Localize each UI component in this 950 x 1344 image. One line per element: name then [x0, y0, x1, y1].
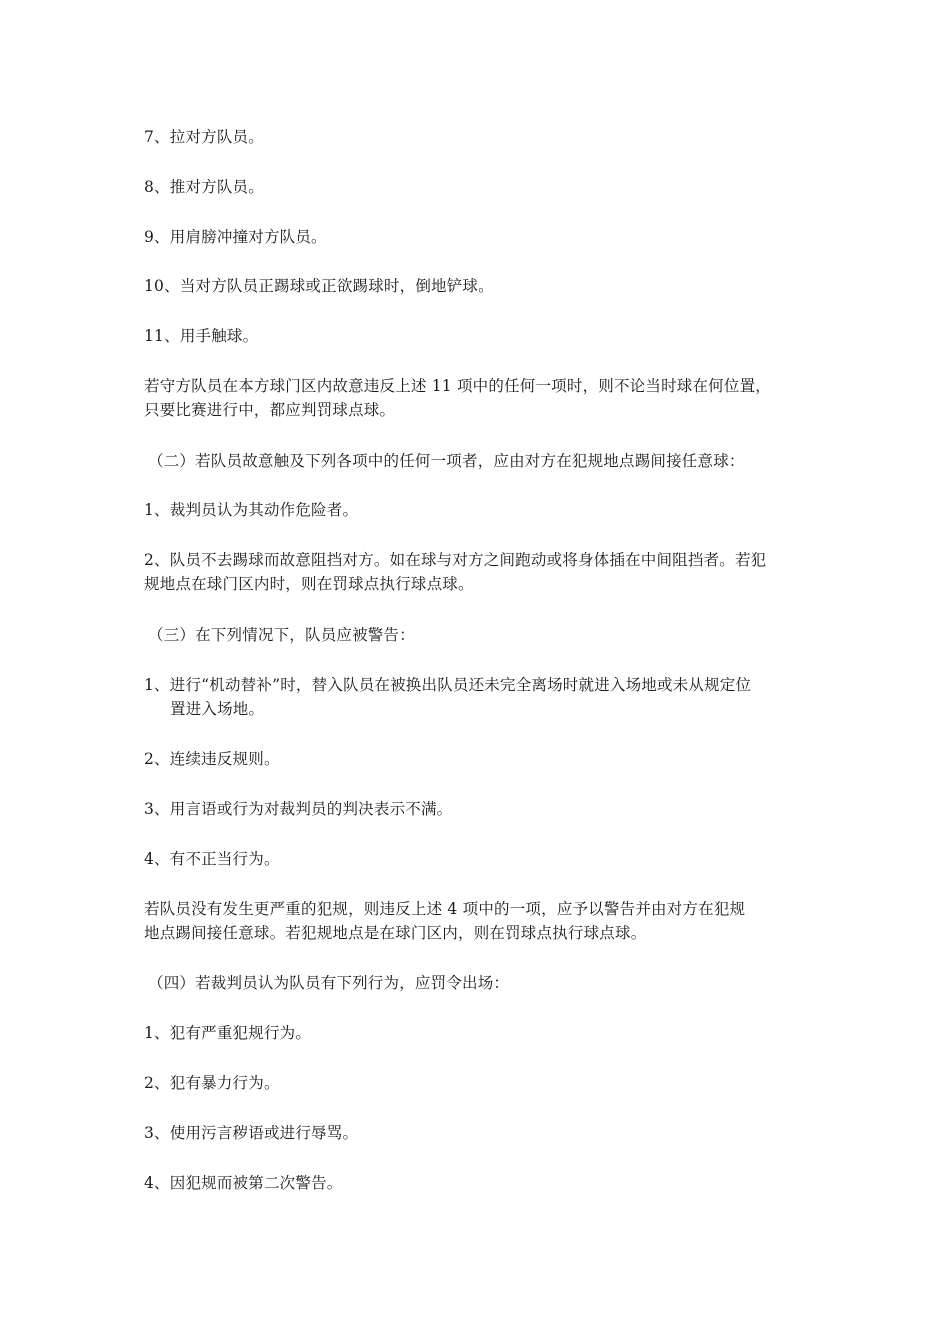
section-heading-3 — [148, 623, 818, 647]
text-line: （四）若裁判员认为队员有下列行为，应罚令出场： — [148, 974, 510, 992]
text-line: 置进入场地。 — [170, 700, 265, 718]
list-item-9 — [144, 225, 814, 249]
list-item-s4-3 — [144, 1121, 814, 1145]
text-line: 10、当对方队员正踢球或正欲踢球时，倒地铲球。 — [144, 277, 494, 295]
text-line: 地点踢间接任意球。若犯规地点是在球门区内，则在罚球点执行球点球。 — [144, 924, 647, 942]
text-line: （三）在下列情况下，队员应被警告： — [148, 626, 415, 644]
list-item-s3-4 — [144, 847, 814, 871]
list-item-7 — [144, 125, 814, 149]
section-heading-2 — [148, 449, 818, 473]
list-item-s4-1 — [144, 1021, 814, 1045]
paragraph-warning — [144, 897, 814, 945]
text-line: 2、连续违反规则。 — [144, 750, 280, 768]
text-line: 2、犯有暴力行为。 — [144, 1074, 280, 1092]
list-item-s3-2 — [144, 747, 814, 771]
list-item-s3-1 — [144, 673, 814, 721]
text-line: 只要比赛进行中，都应判罚球点球。 — [144, 401, 396, 419]
text-line: 1、进行“机动替补”时，替入队员在被换出队员还未完全离场时就进入场地或未从规定位 — [144, 676, 752, 694]
text-line: 规地点在球门区内时，则在罚球点执行球点球。 — [144, 575, 474, 593]
text-line: 若队员没有发生更严重的犯规，则违反上述 4 项中的一项，应予以警告并由对方在犯规 — [144, 900, 746, 918]
list-item-8 — [144, 175, 814, 199]
list-item-s3-3 — [144, 797, 814, 821]
text-line: 9、用肩膀冲撞对方队员。 — [144, 228, 327, 246]
paragraph-penalty-kick — [144, 374, 814, 422]
text-line: 3、使用污言秽语或进行辱骂。 — [144, 1124, 359, 1142]
text-line: 2、队员不去踢球而故意阻挡对方。如在球与对方之间跑动或将身体插在中间阻挡者。若犯 — [144, 551, 767, 569]
text-line: 1、犯有严重犯规行为。 — [144, 1024, 312, 1042]
list-item-s2-2 — [144, 548, 814, 596]
text-line: 8、推对方队员。 — [144, 178, 264, 196]
text-line: 7、拉对方队员。 — [144, 128, 264, 146]
section-heading-4 — [148, 971, 818, 995]
list-item-10 — [144, 274, 814, 298]
text-line: 4、因犯规而被第二次警告。 — [144, 1174, 343, 1192]
text-line: 4、有不正当行为。 — [144, 850, 280, 868]
list-item-s2-1 — [144, 498, 814, 522]
list-item-s4-4 — [144, 1171, 814, 1195]
text-line: 若守方队员在本方球门区内故意违反上述 11 项中的任何一项时，则不论当时球在何位置， — [144, 377, 771, 395]
text-line: 3、用言语或行为对裁判员的判决表示不满。 — [144, 800, 453, 818]
text-line: 11、用手触球。 — [144, 327, 259, 345]
list-item-s4-2 — [144, 1071, 814, 1095]
text-line: （二）若队员故意触及下列各项中的任何一项者，应由对方在犯规地点踢间接任意球： — [148, 452, 745, 470]
text-line: 1、裁判员认为其动作危险者。 — [144, 501, 359, 519]
list-item-11 — [144, 324, 814, 348]
